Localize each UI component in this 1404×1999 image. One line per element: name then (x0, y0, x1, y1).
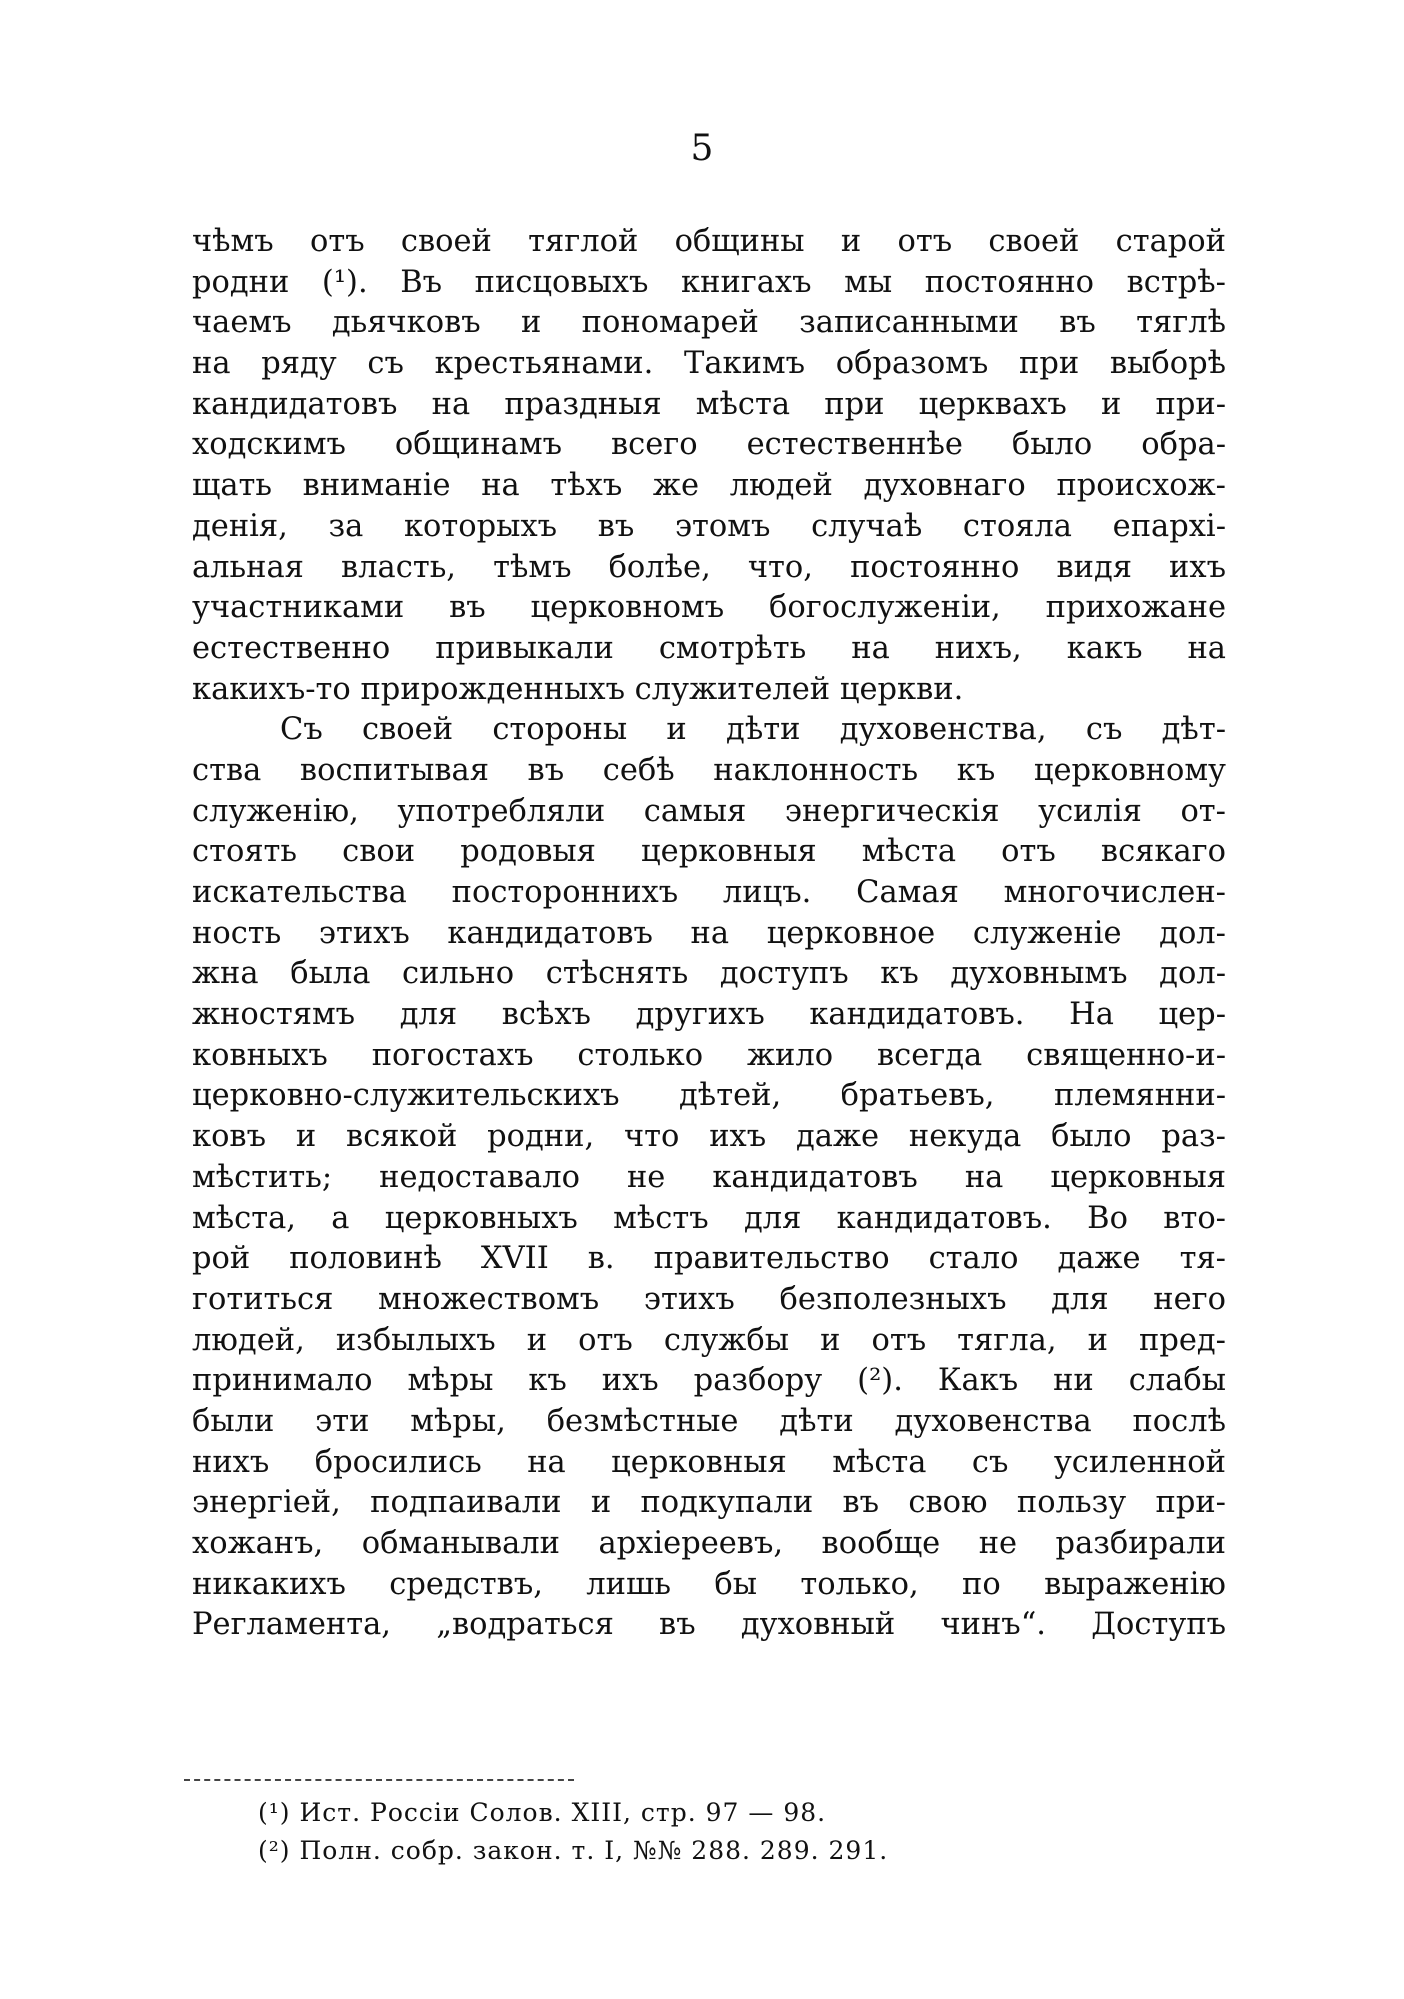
text-line: стоять свои родовыя церковныя мѣста отъ всякаго (192, 834, 1226, 870)
text-line: нихъ бросились на церковныя мѣста съ усиленной (192, 1444, 1226, 1480)
text-line: чѣмъ отъ своей тяглой общины и отъ своей старой (192, 224, 1226, 259)
text-line: жностямъ для всѣхъ другихъ кандидатовъ. На цер- (192, 997, 1226, 1033)
text-line: рой половинѣ XVII в. правительство стало даже тя- (192, 1241, 1226, 1277)
text-line: участниками въ церковномъ богослуженіи, прихожане (192, 590, 1226, 626)
text-line: на ряду съ крестьянами. Такимъ образомъ при выборѣ (192, 346, 1226, 382)
text-line: ковныхъ погостахъ столько жило всегда священно-и- (192, 1037, 1226, 1073)
text-line: мѣста, а церковныхъ мѣстъ для кандидатовъ. Во вто- (192, 1200, 1226, 1236)
text-line: искательства постороннихъ лицъ. Самая многочислен- (192, 875, 1226, 910)
text-line: денія, за которыхъ въ этомъ случаѣ стояла епархі- (192, 508, 1226, 544)
text-line: хожанъ, обманывали архіереевъ, вообще не разбирали (192, 1526, 1226, 1561)
footnote-2: (²) Полн. собр. закон. т. I, №№ 288. 289. 291. (258, 1836, 889, 1865)
text-line: принимало мѣры къ ихъ разбору (²). Какъ ни слабы (192, 1363, 1226, 1399)
text-line: какихъ-то прирожденныхъ служителей церкви. (192, 671, 964, 707)
text-line: чаемъ дьячковъ и пономарей записанными въ тяглѣ (192, 305, 1226, 341)
text-line: альная власть, тѣмъ болѣе, что, постоянно видя ихъ (192, 549, 1226, 585)
text-line: ковъ и всякой родни, что ихъ даже некуда было раз- (192, 1119, 1226, 1155)
text-line: ходскимъ общинамъ всего естественнѣе было обра- (192, 427, 1226, 463)
text-line: готиться множествомъ этихъ безполезныхъ для него (192, 1281, 1226, 1317)
text-line: людей, избылыхъ и отъ службы и отъ тягла, и пред- (192, 1322, 1226, 1358)
text-line: родни (¹). Въ писцовыхъ книгахъ мы постоянно встрѣ- (192, 264, 1226, 300)
page-number: 5 (690, 128, 714, 169)
text-line: служенію, употребляли самыя энергическія усилія от- (192, 793, 1226, 829)
footnote-1: (¹) Ист. Россіи Солов. XIII, стр. 97 — 98. (258, 1798, 827, 1827)
text-line: мѣстить; недоставало не кандидатовъ на церковныя (192, 1159, 1226, 1195)
text-line: энергіей, подпаивали и подкупали въ свою пользу при- (192, 1485, 1226, 1521)
text-line: жна была сильно стѣснять доступъ къ духовнымъ дол- (192, 956, 1226, 992)
body-text (192, 222, 1226, 1646)
text-line: щать вниманіе на тѣхъ же людей духовнаго происхож- (192, 468, 1226, 504)
footnote-divider (184, 1779, 574, 1781)
text-line: никакихъ средствъ, лишь бы только, по выраженію (192, 1566, 1226, 1602)
text-line: были эти мѣры, безмѣстные дѣти духовенства послѣ (192, 1403, 1226, 1439)
text-line: Регламента, „водраться въ духовный чинъ“. Доступъ (192, 1607, 1226, 1643)
text-line: Съ своей стороны и дѣти духовенства, съ дѣт- (280, 712, 1226, 748)
text-line: церковно-служительскихъ дѣтей, братьевъ, племянни- (192, 1078, 1226, 1114)
text-line: естественно привыкали смотрѣть на нихъ, какъ на (192, 630, 1226, 666)
text-line: кандидатовъ на праздныя мѣста при церквахъ и при- (192, 386, 1226, 422)
footnotes (258, 1794, 1158, 1870)
text-line: ность этихъ кандидатовъ на церковное служеніе дол- (192, 915, 1226, 951)
text-line: ства воспитывая въ себѣ наклонность къ церковному (192, 752, 1226, 788)
